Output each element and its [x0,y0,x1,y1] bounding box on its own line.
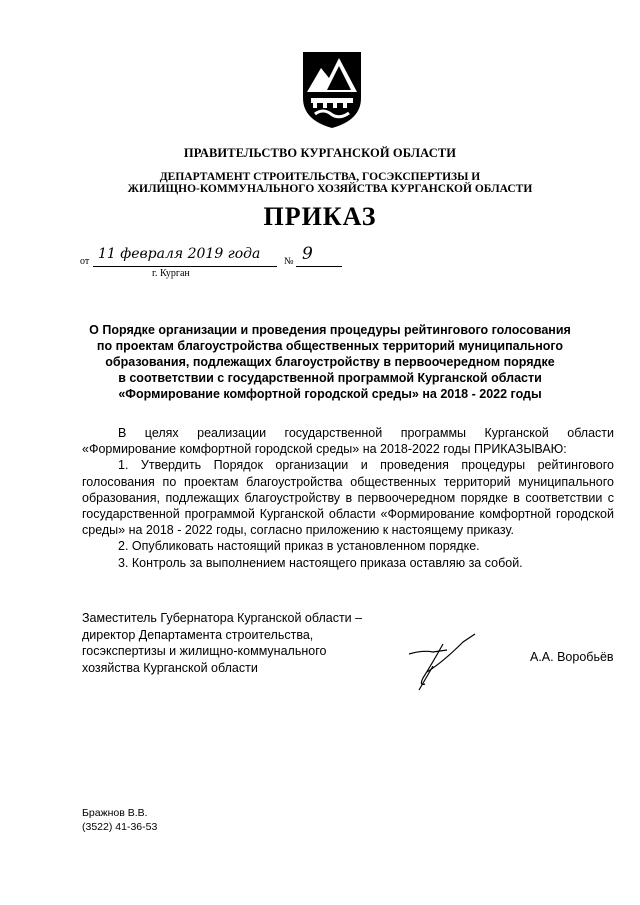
document-type-heading: ПРИКАЗ [263,202,377,231]
order-body [82,425,614,571]
order-date-number [80,244,360,284]
department-name-line2: ЖИЛИЩНО-КОММУНАЛЬНОГО ХОЗЯЙСТВА КУРГАНСКОЙ ОБЛАСТИ [127,183,533,195]
order-item-1: 1. Утвердить Порядок организации и проведения процедуры рейтингового голосования по проектам благоустройства общественных территорий муниципального образования, подлежащих благоустройству в первоочередном порядке в соответствии с государственной программой Курганской области «Формирование комфортной городской среды» на 2018 - 2022 годы, согласно приложению к настоящему приказу. [82,458,614,538]
number-underline [296,266,342,267]
title-line: образования, подлежащих благоустройству в первоочередном порядке [105,355,555,369]
number-handwritten: 9 [302,244,313,264]
intro-paragraph: В целях реализации государственной программы Курганской области «Формирование комфортной городской среды» на 2018-2022 годы ПРИКАЗЫВАЮ: [82,426,614,457]
title-line: по проектам благоустройства общественных территорий муниципального [96,339,564,353]
position-line: госэкспертизы и жилищно-коммунального [82,644,327,658]
position-line: хозяйства Курганской области [82,660,258,675]
department-name-line1: ДЕПАРТАМЕНТ СТРОИТЕЛЬСТВА, ГОСЭКСПЕРТИЗЫ И [159,171,481,183]
order-item-2: 2. Опубликовать настоящий приказ в установленном порядке. [118,539,480,554]
title-line: О Порядке организации и проведения процедуры рейтингового голосования [89,323,571,337]
executor-info [82,806,157,834]
signatory-position [82,610,362,676]
executor-phone: (3522) 41-36-53 [82,821,158,833]
date-handwritten: 11 февраля 2019 года [98,246,261,262]
date-label: от [80,256,90,267]
order-title [60,322,600,402]
title-line: в соответствии с государственной программой Курганской области [118,371,542,385]
title-line: «Формирование комфортной городской среды» на 2018 - 2022 годы [118,387,542,401]
signatory-name: А.А. Воробьёв [530,650,614,664]
executor-name: Бражнов В.В. [82,807,148,819]
position-line: директор Департамента строительства, [82,627,314,642]
government-name: ПРАВИТЕЛЬСТВО КУРГАНСКОЙ ОБЛАСТИ [183,146,457,160]
position-line: Заместитель Губернатора Курганской области – [82,611,363,625]
handwritten-signature [403,632,483,692]
date-underline [93,266,277,267]
coat-of-arms-icon [301,50,363,130]
number-label: № [284,256,294,267]
city-label: г. Курган [152,268,190,279]
order-item-3: 3. Контроль за выполнением настоящего приказа оставляю за собой. [118,555,523,570]
